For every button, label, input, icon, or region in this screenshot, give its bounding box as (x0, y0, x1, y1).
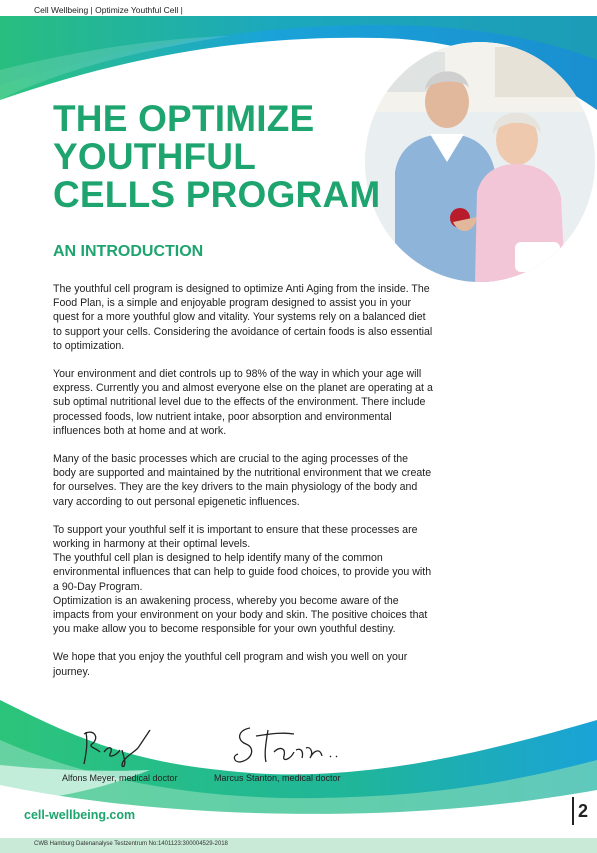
paragraph: To support your youthful self it is important to ensure that these processes are working in harmony at their optimal levels. (53, 523, 418, 551)
paragraph: The youthful cell program is designed to optimize Anti Aging from the inside. The Food Plan, is a simple and enjoyable program designed to assist you in your quest for a more youthful glow and vitality. Your systems rely on a balanced diet to support your cells. Considering the avoidance of certain foods is also essential to optimization. (53, 283, 433, 352)
footer-text: CWB Hamburg Datenanalyse Testzentrum No:1401123:300004529-2018 (34, 841, 228, 847)
paragraph: We hope that you enjoy the youthful cell program and wish you well on your journey. (53, 651, 408, 678)
signature-stanton (230, 722, 350, 768)
paragraph: The youthful cell plan is designed to help identify many of the common environmental influences that can help to guide food choices, to provide you with a 90-Day Program. (53, 552, 432, 593)
website-link[interactable]: cell-wellbeing.com (24, 808, 136, 822)
body-text (53, 282, 433, 693)
signature-name-stanton: Marcus Stanton, medical doctor (214, 773, 341, 783)
page-number: 2 (572, 797, 588, 825)
page-subtitle: AN INTRODUCTION (53, 243, 204, 260)
paragraph: Optimization is an awakening process, whereby you become aware of the impacts from your environment on your body and skin. The positive choices that you make allow you to become responsible for your own youthful destiny. (53, 594, 428, 636)
paragraph: Many of the basic processes which are crucial to the aging processes of the body are supported and maintained by the nutritional environment that we create for ourselves. They are the key drivers to the main physiology of the body and vary according to out personal epigenetic influences. (53, 453, 432, 508)
page-title: THE OPTIMIZE YOUTHFUL CELLS PROGRAM (53, 98, 381, 215)
signature-meyer (80, 722, 160, 768)
signature-name-meyer: Alfons Meyer, medical doctor (62, 773, 178, 783)
paragraph: Your environment and diet controls up to 98% of the way in which your age will express. Currently you and almost everyone else on the planet are operating at a sub optimal nutritional level due to the effects of the environment. There include processed foods, low nutrient intake, poor absorption and environmental influences both at home and at work. (53, 368, 433, 437)
couple-photo (365, 42, 595, 282)
header-text: Cell Wellbeing | Optimize Youthful Cell | (34, 5, 183, 15)
